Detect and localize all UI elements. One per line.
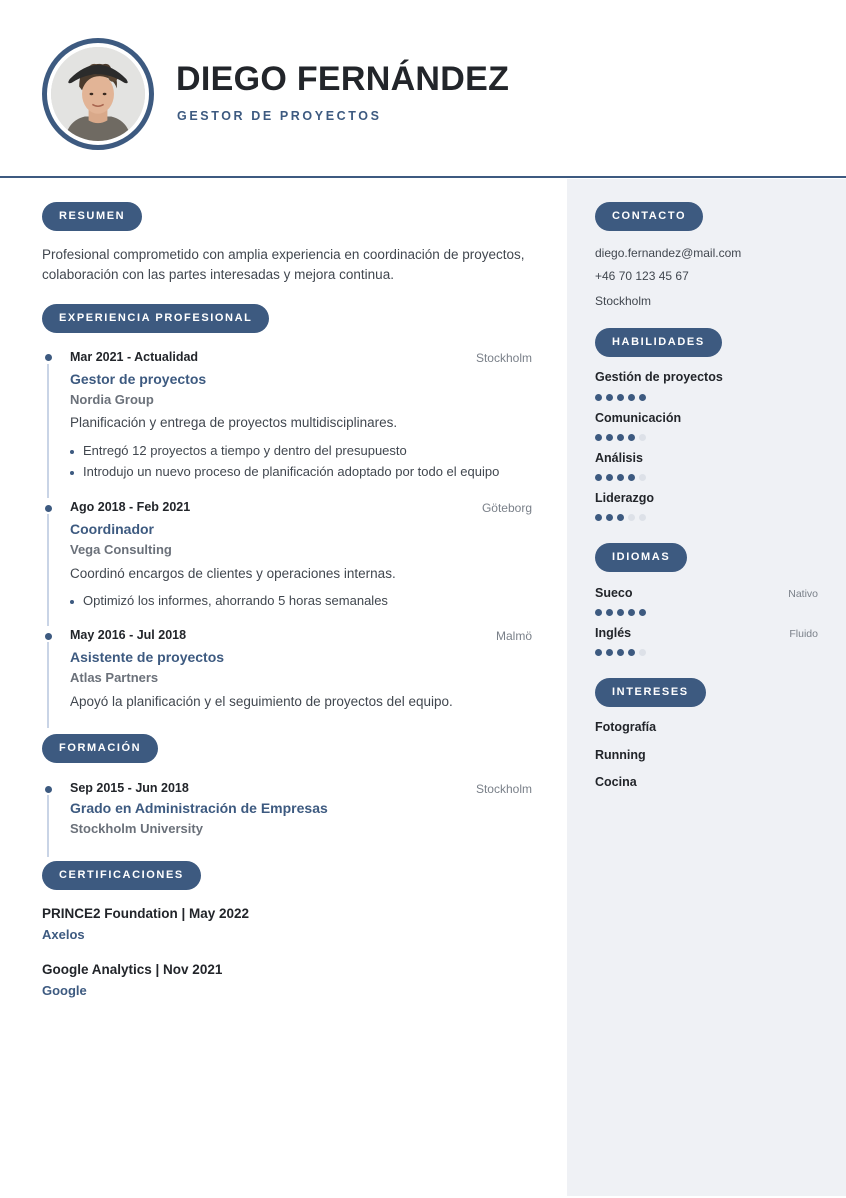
job-title: Gestor de proyectos [70,371,207,387]
education-location: Stockholm [475,782,532,796]
avatar [51,47,145,141]
section-heading-summary: RESUMEN [42,202,142,231]
section-heading-contact: CONTACTO [595,202,703,231]
rating-dot-filled [606,649,613,656]
job-description: Apoyó la planificación y el seguimiento de proyectos del equipo. [70,694,453,709]
job-company: Nordia Group [70,392,154,407]
rating-dot-empty [639,649,646,656]
timeline-dot [45,633,52,640]
rating-dot-filled [606,609,613,616]
job-description: Coordinó encargos de clientes y operaciones internas. [70,566,396,581]
skill-rating [595,474,646,481]
job-title: Asistente de proyectos [70,649,225,665]
certification-issuer: Axelos [42,927,85,942]
rating-dot-empty [639,434,646,441]
rating-dot-filled [595,434,602,441]
candidate-role: GESTOR DE PROYECTOS [177,109,382,123]
profile-photo [51,47,145,141]
rating-dot-filled [617,514,624,521]
rating-dot-filled [617,434,624,441]
certification-title: PRINCE2 Foundation | May 2022 [42,906,250,921]
timeline-line [47,795,49,857]
rating-dot-empty [639,474,646,481]
certification-title: Google Analytics | Nov 2021 [42,962,223,977]
timeline-line [47,364,49,498]
certification-issuer: Google [42,983,87,998]
skill-name: Análisis [595,451,643,465]
rating-dot-filled [628,394,635,401]
rating-dot-filled [595,474,602,481]
job-date: Ago 2018 - Feb 2021 [70,500,191,514]
rating-dot-empty [628,514,635,521]
rating-dot-filled [606,434,613,441]
resume-header [0,0,846,178]
interest-item: Running [595,748,646,762]
language-rating [595,649,646,656]
profile-photo-frame [42,38,154,150]
skill-name: Comunicación [595,411,682,425]
candidate-name: DIEGO FERNÁNDEZ [176,60,510,98]
rating-dot-filled [617,394,624,401]
skill-name: Gestión de proyectos [595,370,723,384]
timeline-dot [45,505,52,512]
timeline-line [47,514,49,626]
rating-dot-filled [606,474,613,481]
job-bullet: Entregó 12 proyectos a tiempo y dentro del presupuesto [70,443,407,458]
rating-dot-filled [628,434,635,441]
timeline-dot [45,354,52,361]
rating-dot-filled [628,649,635,656]
job-location: Malmö [495,629,532,643]
rating-dot-filled [595,514,602,521]
job-date: Mar 2021 - Actualidad [70,350,199,364]
rating-dot-filled [595,609,602,616]
job-location: Stockholm [475,351,532,365]
education-school: Stockholm University [70,821,203,836]
job-location: Göteborg [481,501,532,515]
interest-item: Cocina [595,775,637,789]
section-heading-interests: INTERESES [595,678,706,707]
job-description: Planificación y entrega de proyectos multidisciplinares. [70,415,398,430]
rating-dot-filled [606,514,613,521]
rating-dot-filled [628,609,635,616]
job-company: Vega Consulting [70,542,172,557]
rating-dot-filled [617,474,624,481]
language-rating [595,609,646,616]
language-name: Inglés [595,626,632,640]
job-bullet: Optimizó los informes, ahorrando 5 horas semanales [70,593,388,608]
rating-dot-filled [595,394,602,401]
education-degree: Grado en Administración de Empresas [70,800,328,816]
section-heading-education: FORMACIÓN [42,734,158,763]
job-title: Coordinador [70,521,154,537]
rating-dot-filled [639,609,646,616]
rating-dot-filled [628,474,635,481]
rating-dot-filled [606,394,613,401]
rating-dot-filled [639,394,646,401]
job-bullet: Introdujo un nuevo proceso de planificación adoptado por todo el equipo [70,464,499,479]
timeline-line [47,642,49,728]
skill-rating [595,394,646,401]
contact-email[interactable]: diego.fernandez@mail.com [595,246,742,260]
section-heading-experience: EXPERIENCIA PROFESIONAL [42,304,269,333]
rating-dot-filled [617,649,624,656]
section-heading-certifications: CERTIFICACIONES [42,861,201,890]
rating-dot-filled [595,649,602,656]
language-level: Fluido [789,628,818,640]
contact-phone[interactable]: +46 70 123 45 67 [595,269,689,283]
job-date: May 2016 - Jul 2018 [70,628,187,642]
section-heading-skills: HABILIDADES [595,328,722,357]
section-heading-languages: IDIOMAS [595,543,687,572]
skill-rating [595,434,646,441]
timeline-dot [45,786,52,793]
language-name: Sueco [595,586,633,600]
summary-text: Profesional comprometido con amplia experiencia en coordinación de proyectos, colaboración con las partes interesadas y mejora continua. [42,247,525,282]
contact-city: Stockholm [595,294,652,308]
job-company: Atlas Partners [70,670,159,685]
interest-item: Fotografía [595,720,657,734]
skill-name: Liderazgo [595,491,655,505]
language-level: Nativo [788,588,818,600]
rating-dot-filled [617,609,624,616]
education-date: Sep 2015 - Jun 2018 [70,781,189,795]
rating-dot-empty [639,514,646,521]
skill-rating [595,514,646,521]
